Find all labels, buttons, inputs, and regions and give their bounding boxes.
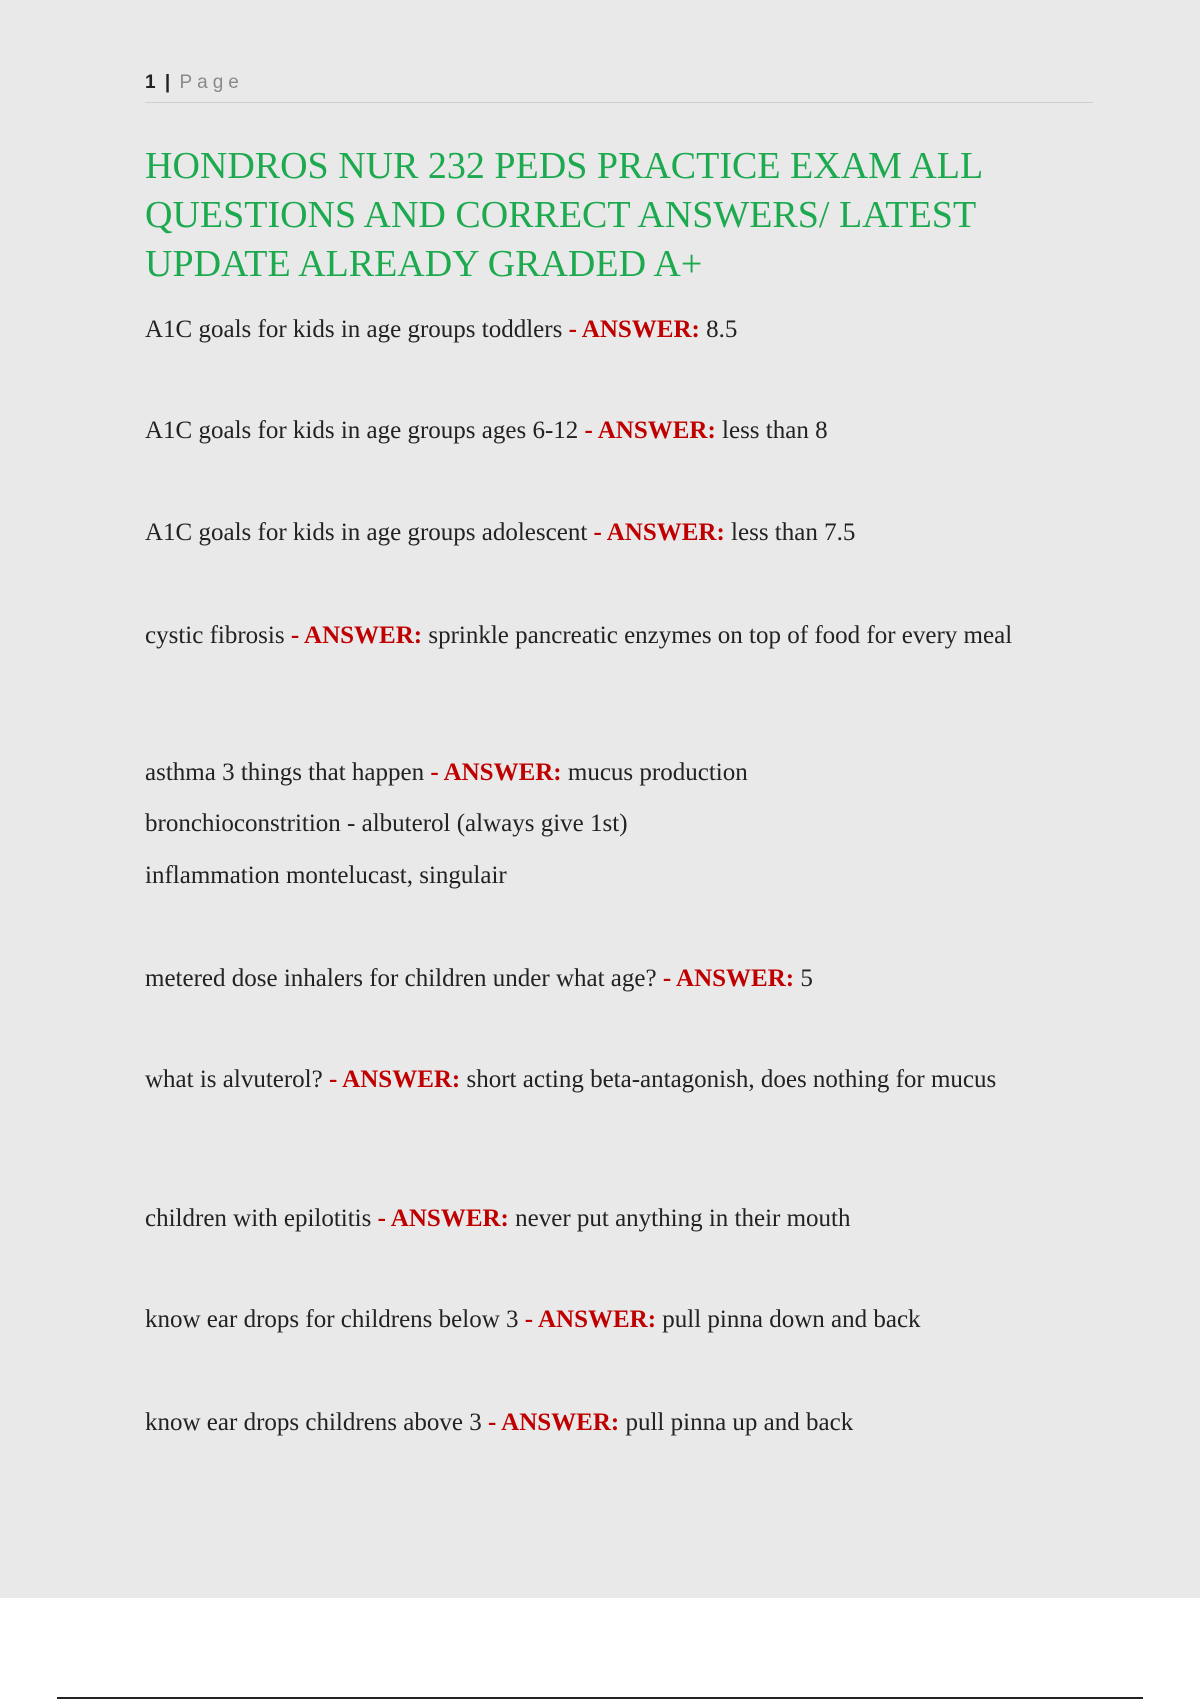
asthma-detail-line-1: bronchioconstrition - albuterol (always give 1st) bbox=[145, 810, 628, 837]
answer-marker: - ANSWER: bbox=[584, 417, 716, 444]
qa-item-2 bbox=[145, 413, 1085, 448]
page-header bbox=[145, 72, 1093, 103]
answer-marker: - ANSWER: bbox=[568, 316, 700, 343]
qa-item-9 bbox=[145, 1302, 1085, 1337]
question-text: A1C goals for kids in age groups toddlers bbox=[145, 316, 563, 343]
qa-item-3 bbox=[145, 515, 1085, 550]
answer-text: short acting beta-antagonish, does nothing for mucus bbox=[466, 1066, 997, 1093]
page-number: 1 bbox=[145, 72, 156, 93]
answer-text: mucus production bbox=[567, 759, 748, 786]
document-title: HONDROS NUR 232 PEDS PRACTICE EXAM ALL QUESTIONS AND CORRECT ANSWERS/ LATEST UPDATE ALREADY GRADED A+ bbox=[145, 145, 982, 285]
question-text: asthma 3 things that happen bbox=[145, 759, 425, 786]
answer-text: less than 7.5 bbox=[731, 519, 856, 546]
next-page-rule bbox=[57, 1697, 1143, 1699]
question-text: A1C goals for kids in age groups ages 6-12 bbox=[145, 417, 579, 444]
answer-marker: - ANSWER: bbox=[593, 519, 725, 546]
qa-item-8 bbox=[145, 1201, 1085, 1236]
qa-item-6 bbox=[145, 961, 1085, 996]
answer-text: less than 8 bbox=[722, 417, 828, 444]
question-text: know ear drops for childrens below 3 bbox=[145, 1306, 519, 1333]
qa-item-5 bbox=[145, 755, 1085, 790]
answer-text: pull pinna down and back bbox=[662, 1306, 921, 1333]
answer-marker: - ANSWER: bbox=[662, 965, 795, 992]
answer-text: never put anything in their mouth bbox=[515, 1205, 851, 1232]
page-separator: | bbox=[164, 72, 171, 93]
question-text: A1C goals for kids in age groups adolescent bbox=[145, 519, 588, 546]
question-text: cystic fibrosis bbox=[145, 622, 285, 649]
question-text: children with epilotitis bbox=[145, 1205, 372, 1232]
question-text: metered dose inhalers for children under what age? bbox=[145, 965, 657, 992]
qa-item-1 bbox=[145, 312, 1085, 347]
question-text: know ear drops childrens above 3 bbox=[145, 1409, 482, 1436]
question-text: what is alvuterol? bbox=[145, 1066, 323, 1093]
answer-marker: - ANSWER: bbox=[524, 1306, 657, 1333]
asthma-detail-line-2: inflammation montelucast, singulair bbox=[145, 862, 507, 889]
qa-item-10 bbox=[145, 1405, 1085, 1440]
answer-text: 5 bbox=[800, 965, 813, 992]
answer-text: 8.5 bbox=[706, 316, 738, 343]
answer-marker: - ANSWER: bbox=[328, 1066, 461, 1093]
answer-marker: - ANSWER: bbox=[487, 1409, 620, 1436]
page-label: Page bbox=[179, 72, 244, 93]
answer-text: pull pinna up and back bbox=[625, 1409, 854, 1436]
answer-marker: - ANSWER: bbox=[290, 622, 423, 649]
answer-text: sprinkle pancreatic enzymes on top of food for every meal bbox=[428, 622, 1013, 649]
answer-marker: - ANSWER: bbox=[377, 1205, 509, 1232]
answer-marker: - ANSWER: bbox=[430, 759, 562, 786]
qa-item-4 bbox=[145, 618, 1085, 653]
qa-item-7 bbox=[145, 1062, 1085, 1097]
